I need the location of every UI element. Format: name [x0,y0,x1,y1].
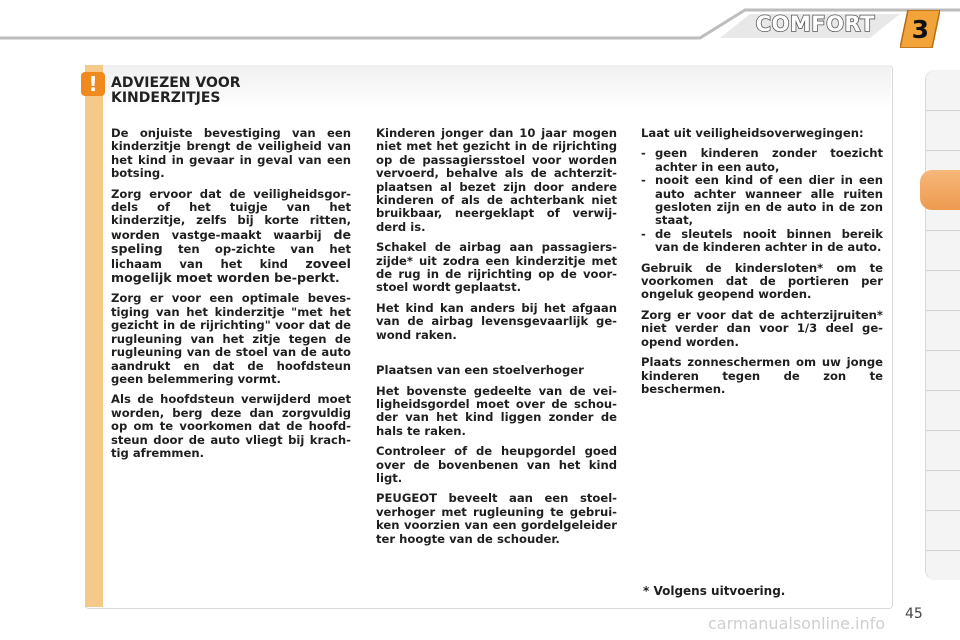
paragraph [111,188,351,286]
paragraph: PEUGEOT beveelt aan een stoel-verhoger met rugleuning te gebrui-ken voorzien van een gordelgeleider ter hoogte van de schouder. [376,491,617,546]
paragraph: Zorg er voor dat de achterzijruiten* niet verder dan voor 1/3 deel ge-opend worden. [641,307,883,349]
side-tab[interactable] [926,550,960,551]
paragraph: Kinderen jonger dan 10 jaar mogen niet met het gezicht in de rijrichting op de passagiersstoel voor worden vervoerd, behalve als de achterzit-plaatsen al bezet zijn door andere kinderen of als de achterbank niet bruikbaar, neergeklapt of verwij-derd is. [376,126,617,234]
paragraph: Het bovenste gedeelte van de vei-ligheidsgordel moet over de schou-der van het kind liggen zonder de hals te raken. [376,383,617,438]
column-2 [376,127,617,553]
emphasis-text: zoveel mogelijk moet worden be-perkt [111,255,351,286]
paragraph-text: ten op-zichte van het lichaam van het kind [111,242,351,271]
footnote: * Volgens uitvoering. [643,584,786,598]
side-tab[interactable] [926,510,960,511]
list-item-text: nooit een kind of een dier in een auto achter wanneer alle ruiten gesloten zijn en de auto in de zon staat, [655,173,883,228]
paragraph: Als de hoofdsteun verwijderd moet worden, berg deze dan zorgvuldig op om te voorkomen dat de hoofd-steun door de auto vliegt bij krach-tig afremmen. [111,392,351,460]
watermark: carmanualsonline.info [708,614,886,633]
side-tab[interactable] [926,230,960,231]
paragraph-text: . [335,271,340,286]
list-heading: Laat uit veiligheidsoverwegingen: [641,126,864,140]
paragraph: Gebruik de kindersloten* om te voorkomen dat de portieren per ongeluk geopend worden. [641,260,883,302]
side-tab[interactable] [926,350,960,351]
side-tab[interactable] [926,390,960,391]
side-tab[interactable] [926,150,960,151]
section-title [111,76,241,106]
list-item [641,147,883,174]
dash-bullet: - [641,146,646,161]
side-tab-strip [925,70,960,580]
paragraph: Plaats zonneschermen om uw jonge kinderen tegen de zon te beschermen. [641,355,883,396]
column-3 [641,127,883,403]
page-number: 45 [905,606,923,622]
side-tab[interactable] [926,430,960,431]
list-item-text: geen kinderen zonder toezicht achter in een auto, [655,146,883,174]
section-title-line2: KINDERZITJES [111,90,221,106]
paragraph: Controleer of de heupgordel goed over de bovenbenen van het kind ligt. [376,444,617,485]
paragraph: Het kind kan anders bij het afgaan van de airbag levensgevaarlijk ge-wond raken. [376,300,617,342]
chapter-number: 3 [911,15,929,44]
warning-icon: ! [81,72,105,96]
list-item [641,174,883,228]
side-tab-active[interactable] [920,170,960,210]
side-tab[interactable] [926,270,960,271]
column-1 [111,127,351,467]
list-item-text: de sleutels nooit binnen bereik van de kinderen achter in de auto. [655,226,883,255]
side-tab[interactable] [926,110,960,111]
section-title-line1: ADVIEZEN VOOR [111,75,241,91]
subheading: Plaatsen van een stoelverhoger [376,363,584,378]
dash-bullet: - [641,226,646,241]
side-tab[interactable] [926,310,960,311]
paragraph: Zorg er voor een optimale beves-tiging van het kinderzitje "met het gezicht in de rijrichting" voor dat de rugleuning van het zitje tegen de rugleuning van de stoel van de auto aandrukt en dat de hoofdsteun geen belemmering vormt. [111,291,351,386]
dash-bullet: - [641,173,646,188]
emphasis-text: de speling [111,226,351,257]
paragraph-text: Zorg ervoor dat de veiligheidsgor-dels of het tuigje van het kinderzitje, zelfs bij korte ritten, worden vastge-maakt waarbij [111,186,351,242]
side-tab[interactable] [926,470,960,471]
panel-accent-bar [85,65,103,607]
list-item [641,228,883,255]
paragraph: De onjuiste bevestiging van een kinderzitje brengt de veiligheid van het kind in gevaar in geval van een botsing. [111,126,351,181]
paragraph: Schakel de airbag aan passagiers-zijde* uit zodra een kinderzitje met de rug in de rijrichting op de voor-stoel wordt geplaatst. [376,240,617,295]
chapter-title: COMFORT [755,12,875,36]
